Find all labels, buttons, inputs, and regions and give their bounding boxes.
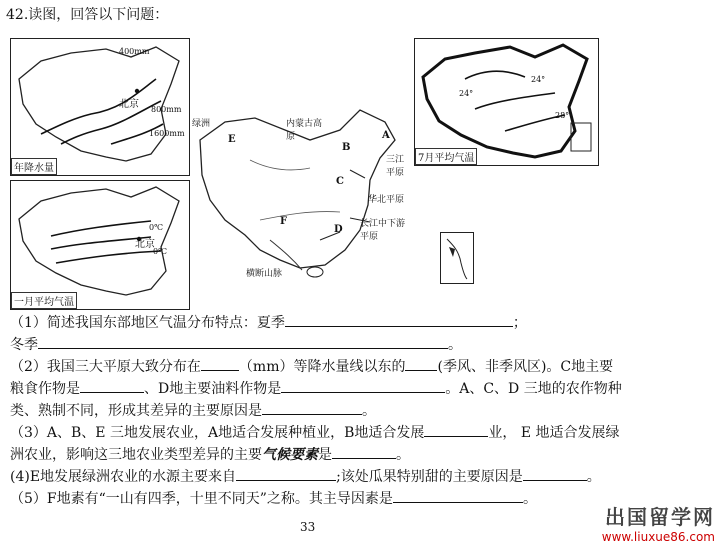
- watermark-text: 出国留学网: [605, 505, 715, 529]
- label-hengduan: 横断山脉: [246, 269, 283, 279]
- q1-period: 。: [448, 337, 462, 353]
- q2-prompt-d: 粮食作物是: [10, 381, 80, 397]
- label-inner-mongolia: 内蒙古高原: [286, 119, 323, 142]
- jul-temperature-map: [414, 38, 599, 166]
- q2-oil-crop-blank[interactable]: [281, 379, 445, 393]
- precip-label-beijing: 北京: [119, 99, 139, 110]
- q2-zone-blank[interactable]: [405, 357, 437, 371]
- q3-emphasis: 气候要素: [262, 447, 318, 463]
- letter-a: A: [382, 130, 390, 141]
- q2-line-2: [10, 378, 622, 398]
- q3-period: 。: [396, 447, 410, 463]
- q2-isohyet-blank[interactable]: [201, 357, 239, 371]
- label-oasis: 绿洲: [192, 119, 211, 129]
- jul-label-24-right: 24°: [531, 75, 546, 84]
- south-sea-inset-outline: [441, 233, 473, 283]
- q1-line-2: [10, 334, 462, 354]
- q4-line: [10, 466, 601, 486]
- label-sanjiang: 三江平原: [386, 155, 405, 178]
- jan-temperature-map-outline: [11, 181, 189, 309]
- q1-prompt: （1）简述我国东部地区气温分布特点：夏季: [10, 315, 285, 331]
- letter-e: E: [228, 134, 236, 145]
- q2-grain-blank[interactable]: [80, 379, 144, 393]
- jul-label-24-left: 24°: [459, 89, 474, 98]
- q3-prompt-d: 是: [318, 447, 332, 463]
- q2-prompt-c: (季风、非季风区)。C地主要: [437, 359, 614, 375]
- q4-period: 。: [586, 469, 601, 485]
- q3-prompt-c: 洲农业，影响这三地农业类型差异的主要: [10, 447, 262, 463]
- q4-prompt-b: ;该处瓜果特别甜的主要原因是: [336, 469, 523, 485]
- page-number: 33: [300, 520, 316, 534]
- q4-sweet-reason-blank[interactable]: [523, 467, 587, 481]
- q2-prompt-b: （mm）等降水量线以东的: [238, 359, 406, 375]
- q3-line-2: [10, 444, 410, 464]
- jul-temperature-map-caption: 7月平均气温: [415, 148, 477, 165]
- label-north-china-plain: 华北平原: [368, 195, 405, 205]
- q3-factor-blank[interactable]: [332, 445, 396, 459]
- letter-c: C: [336, 176, 344, 187]
- q2-reason-blank[interactable]: [262, 401, 362, 415]
- watermark: [602, 501, 715, 544]
- q1-line-1: [10, 312, 527, 332]
- q3-prompt-a: （3）A、B、E 三地发展农业，A地适合发展种植业，B地适合发展: [10, 425, 425, 441]
- precip-label-1600: 1600mm: [149, 129, 185, 138]
- jul-label-28: 28°: [555, 111, 570, 120]
- question-title: 42.读图，回答以下问题：: [6, 7, 169, 23]
- jan-label-beijing: 北京: [135, 239, 155, 250]
- q4-water-source-blank[interactable]: [236, 467, 336, 481]
- q5-line: [10, 488, 537, 508]
- precipitation-map-caption: 年降水量: [11, 158, 57, 175]
- jan-temperature-map: [10, 180, 190, 310]
- precip-label-800: 800mm: [151, 105, 182, 114]
- q2-period: 。: [362, 403, 376, 419]
- q2-prompt-a: （2）我国三大平原大致分布在: [10, 359, 201, 375]
- q5-factor-blank[interactable]: [393, 489, 523, 503]
- q2-line-1: [10, 356, 613, 376]
- precipitation-map: [10, 38, 190, 176]
- q3-prompt-b: 业， E 地适合发展绿: [488, 425, 620, 441]
- q3-line-1: [10, 422, 620, 442]
- jan-label-0c-bottom: 0℃: [153, 247, 168, 256]
- q4-prompt-a: (4)E地发展绿洲农业的水源主要来自: [10, 469, 237, 485]
- q2-prompt-e: 、D地主要油料作物是: [144, 381, 282, 397]
- q5-prompt: （5）F地素有“一山有四季，十里不同天”之称。其主导因素是: [10, 491, 393, 507]
- watermark-url: www.liuxue86.com: [601, 530, 715, 544]
- jan-label-0c-top: 0℃: [149, 223, 164, 232]
- q5-period: 。: [522, 491, 537, 507]
- label-yangtze-plain: 长江中下游平原: [360, 219, 406, 242]
- q1-winter-prompt: 冬季: [10, 337, 38, 353]
- q2-prompt-g: 类、熟制不同，形成其差异的主要原因是: [10, 403, 262, 419]
- jul-temperature-map-outline: [415, 39, 598, 165]
- q1-winter-blank[interactable]: [38, 335, 448, 349]
- letter-b: B: [342, 142, 351, 153]
- letter-f: F: [280, 216, 288, 227]
- letter-d: D: [334, 224, 343, 235]
- south-sea-inset: [440, 232, 474, 284]
- precip-label-400: 400mm: [119, 47, 150, 56]
- q3-b-agri-blank[interactable]: [424, 423, 488, 437]
- main-china-map: [190, 100, 412, 300]
- jan-temperature-map-caption: 一月平均气温: [11, 292, 77, 309]
- q1-summer-blank[interactable]: [285, 313, 513, 327]
- q1-semicolon: ；: [512, 315, 527, 331]
- q2-prompt-f: 。A、C、D 三地的农作物种: [445, 381, 622, 397]
- q2-line-3: [10, 400, 376, 420]
